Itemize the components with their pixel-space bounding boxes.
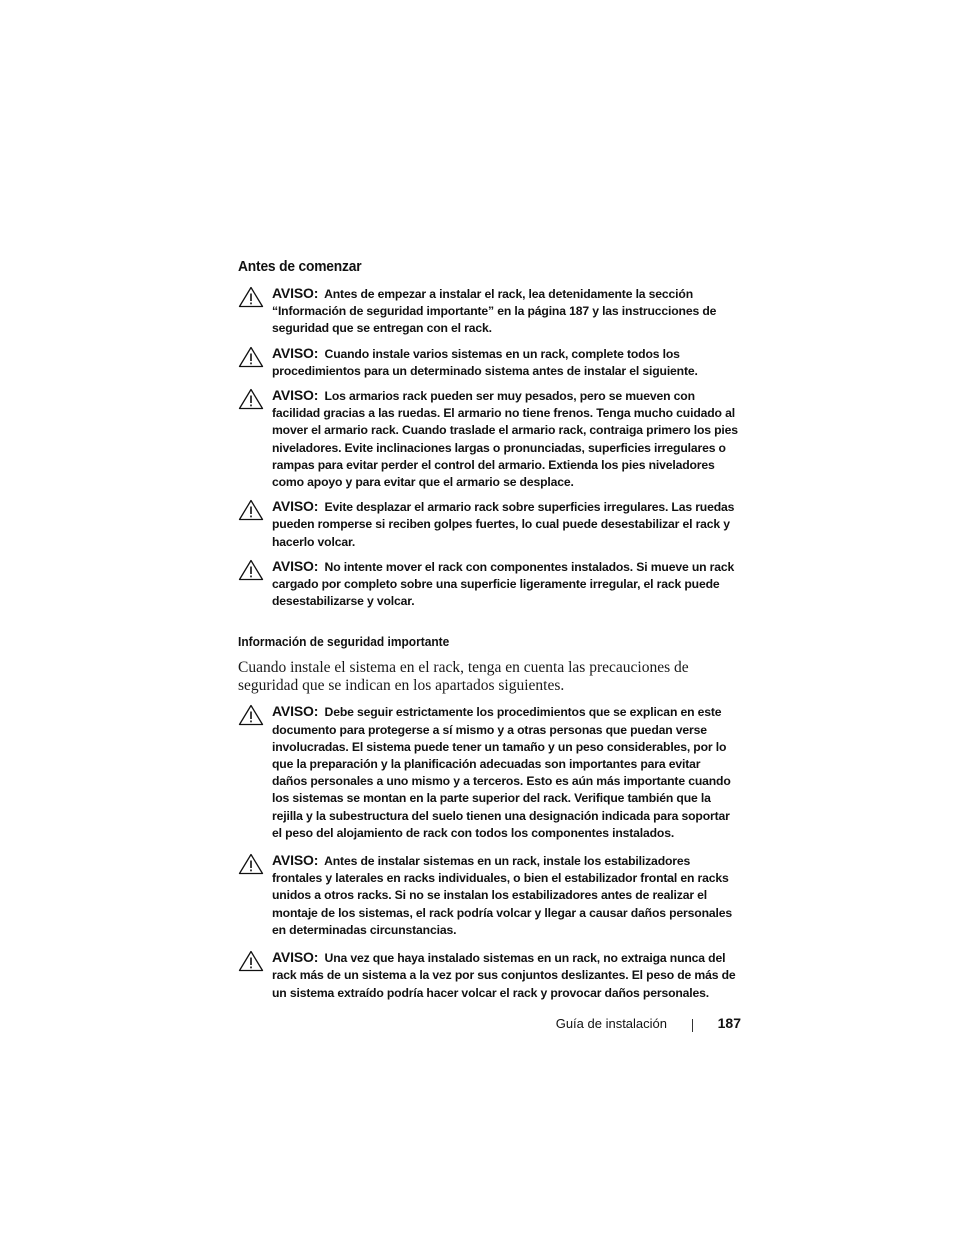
warning-triangle-icon [238, 950, 264, 972]
warning-notice [238, 558, 738, 611]
warning-notice [238, 852, 738, 939]
notice-label: AVISO: [272, 344, 319, 361]
warning-triangle-icon [238, 286, 264, 308]
notice-body: Cuando instale varios sistemas en un rack, complete todos los procedimientos para un determinado sistema antes de instalar el siguiente. [272, 346, 698, 378]
section-heading: Antes de comenzar [238, 258, 362, 275]
notice-label: AVISO: [272, 703, 319, 720]
warning-triangle-icon [238, 388, 264, 410]
notice-body: Los armarios rack pueden ser muy pesados, pero se mueven con facilidad gracias a las ruedas. El armario no tiene frenos. Tenga mucho cuidado al mover el armario rack. Cuando traslade el armario rack, contraiga primero los pies niveladores. Evite inclinaciones largas o pronunciadas, superficies irregulares o rampas para evitar perder el control del armario. Extienda los pies niveladores como apoyo y para evitar que el armario se desplace. [272, 389, 738, 490]
warning-notice [238, 285, 738, 338]
notice-label: AVISO: [272, 949, 319, 966]
intro-paragraph: Cuando instale el sistema en el rack, tenga en cuenta las precauciones de seguridad que se indican en los apartados siguientes. [238, 659, 689, 695]
notice-body: Debe seguir estrictamente los procedimientos que se explican en este documento para protegerse a sí mismo y a otras personas que puedan verse involucradas. El sistema puede tener un tamaño y un peso considerables, por lo que la preparación y la planificación adecuadas son importantes para evitar daños personales a uno mismo y a terceros. Esto es aún más importante cuando los sistemas se montan en la parte superior del rack. Verifique también que la rejilla y la subestructura del suelo tienen una designación indicada para soportar el peso del alojamiento de rack con todos los componentes instalados. [272, 705, 731, 840]
warning-triangle-icon [238, 499, 264, 521]
notice-label: AVISO: [272, 387, 319, 404]
warning-triangle-icon [238, 704, 264, 726]
warning-triangle-icon [238, 559, 264, 581]
warning-notice [238, 498, 738, 551]
subsection-heading: Información de seguridad importante [238, 634, 450, 650]
warning-notice [238, 387, 738, 491]
notice-body: Antes de empezar a instalar el rack, lea detenidamente la sección “Información de seguridad importante” en la página 187 y las instrucciones de seguridad que se entregan con el rack. [272, 287, 717, 336]
notice-label: AVISO: [272, 498, 319, 515]
notice-list-safety [238, 703, 738, 1001]
page-footer [540, 1015, 741, 1035]
warning-triangle-icon [238, 853, 264, 875]
footer-title: Guía de instalación [555, 1016, 667, 1031]
notice-label: AVISO: [272, 557, 319, 574]
notice-body: No intente mover el rack con componentes instalados. Si mueve un rack cargado por completo sobre una superficie ligeramente irregular, el rack puede desestabilizarse y volcar. [272, 559, 735, 609]
page-content [238, 258, 738, 1009]
warning-notice [238, 949, 738, 1002]
notice-label: AVISO: [272, 285, 319, 301]
warning-notice [238, 703, 738, 842]
footer-separator [692, 1019, 693, 1032]
notice-body: Antes de instalar sistemas en un rack, instale los estabilizadores frontales y laterales en racks individuales, o bien el estabilizador frontal en racks unidos a otros racks. Si no se instalan los estabilizadores antes de realizar el montaje de los sistemas, el rack podría volcar y llegar a causar daños personales en determinadas circunstancias. [272, 854, 732, 937]
page-number: 187 [717, 1015, 741, 1031]
notice-body: Evite desplazar el armario rack sobre superficies irregulares. Las ruedas pueden romperse si reciben golpes fuertes, lo cual puede desestabilizar el rack y hacerlo volcar. [272, 500, 735, 549]
notice-label: AVISO: [272, 852, 319, 869]
notice-list-before [238, 285, 738, 610]
notice-body: Una vez que haya instalado sistemas en un rack, no extraiga nunca del rack más de un sistema a la vez por sus conjuntos deslizantes. El peso de más de un sistema extraído podría hacer volcar el rack y provocar daños personales. [272, 951, 736, 1000]
warning-triangle-icon [238, 346, 264, 368]
warning-notice [238, 345, 738, 380]
